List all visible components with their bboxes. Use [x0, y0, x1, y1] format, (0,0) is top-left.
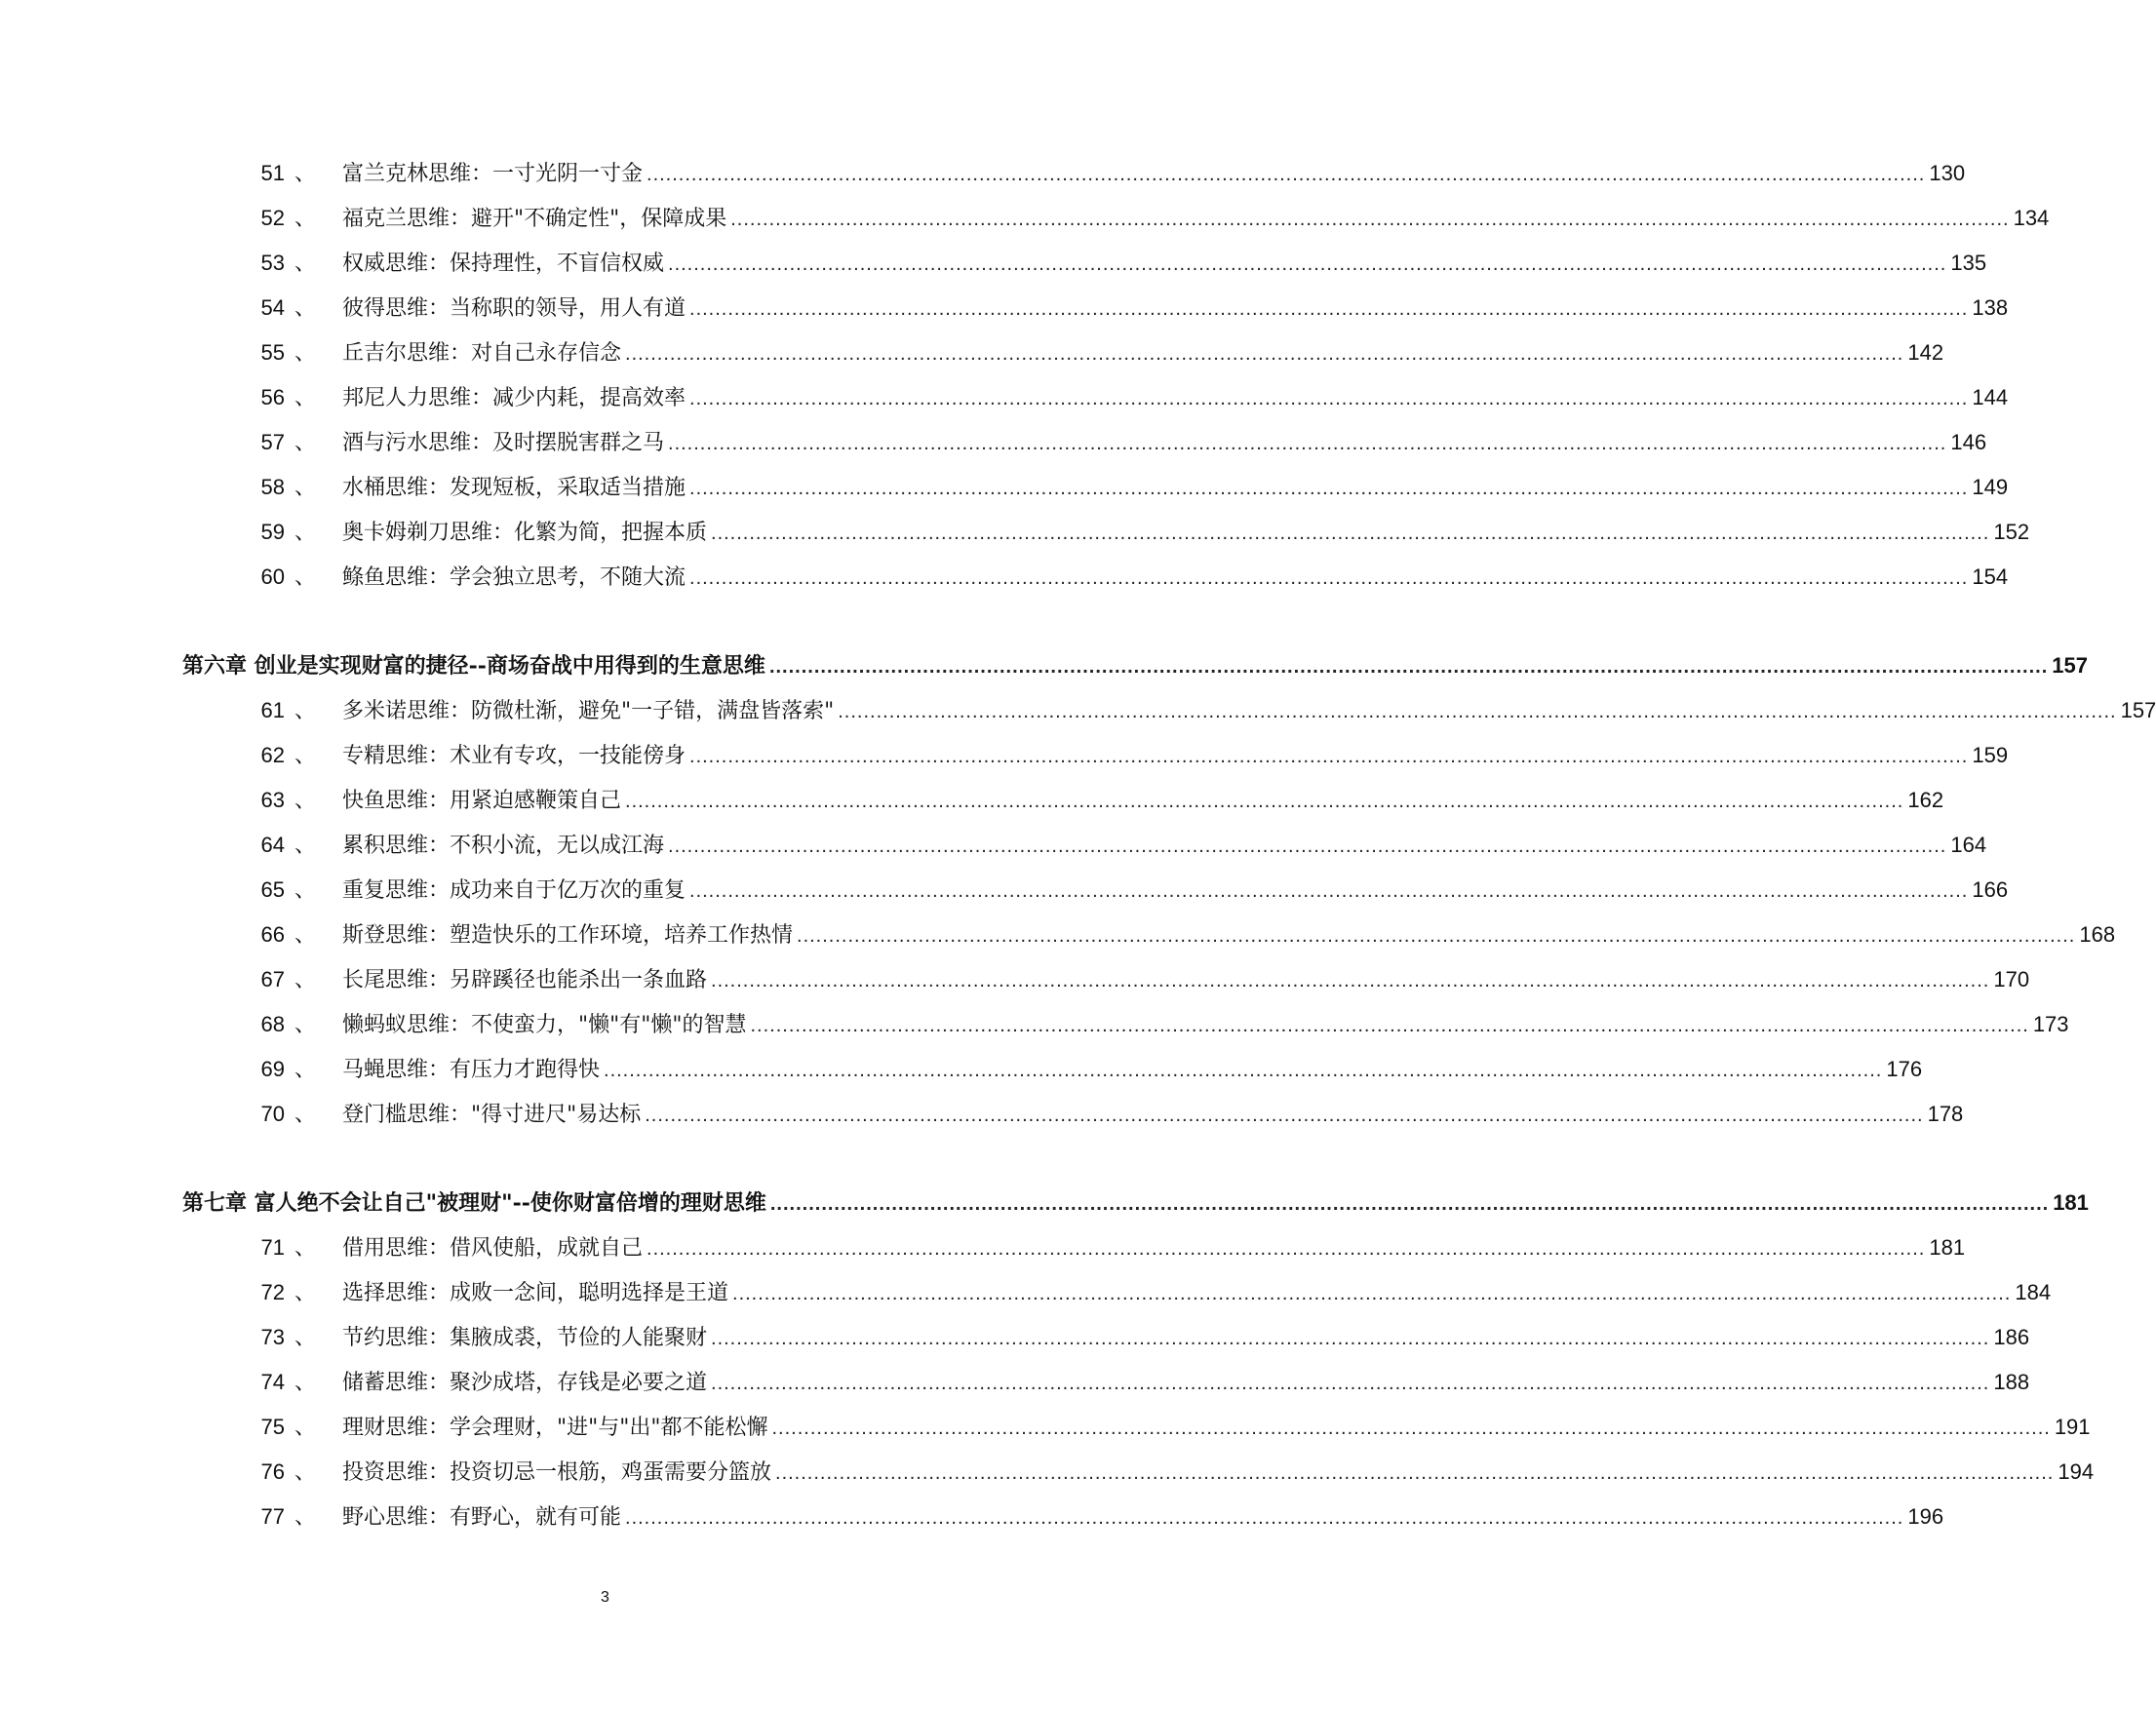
dot-leader [689, 734, 1968, 779]
entry-title: 鲦鱼思维：学会独立思考，不随大流 [342, 565, 686, 590]
entry-page: 194 [2058, 1459, 2095, 1484]
dot-leader [647, 1226, 1925, 1271]
entry-title: 水桶思维：发现短板，采取适当措施 [342, 476, 686, 500]
dot-leader [711, 1361, 1989, 1406]
entry-separator: 、 [294, 296, 317, 321]
entry-title: 多米诺思维：防微杜渐，避免"一子错，满盘皆落索" [342, 699, 835, 723]
entry-page: 130 [1929, 161, 1966, 185]
entry-separator: 、 [294, 476, 317, 500]
entry-title: 邦尼人力思维：减少内耗，提高效率 [342, 386, 686, 410]
entry-separator: 、 [294, 1236, 317, 1261]
toc-entry[interactable] [182, 1405, 2091, 1450]
dot-leader [625, 1496, 1903, 1540]
toc-entry[interactable] [182, 1495, 1944, 1539]
chapter-page: 157 [2052, 653, 2088, 678]
entry-title: 丘吉尔思维：对自己永存信念 [342, 341, 622, 366]
toc-entry[interactable] [182, 510, 2030, 555]
entry-number: 74 [260, 1370, 285, 1394]
toc-entry[interactable] [182, 1002, 2069, 1047]
entry-title: 快鱼思维：用紧迫感鞭策自己 [342, 789, 622, 813]
dot-leader [689, 556, 1968, 601]
dot-leader [604, 1048, 1882, 1093]
entry-number: 52 [260, 206, 285, 230]
dot-leader [689, 869, 1968, 913]
entry-number: 77 [260, 1504, 285, 1529]
toc-entry[interactable] [182, 688, 2156, 733]
dot-leader [770, 1182, 2049, 1226]
entry-number: 55 [260, 340, 285, 365]
toc-entry[interactable] [182, 733, 2009, 778]
entry-title: 登门槛思维："得寸进尺"易达标 [342, 1103, 642, 1127]
entry-title: 节约思维：集腋成裘，节俭的人能聚财 [342, 1326, 708, 1350]
entry-separator: 、 [294, 1460, 317, 1485]
entry-separator: 、 [294, 1371, 317, 1395]
entry-title: 马蝇思维：有压力才跑得快 [342, 1058, 601, 1082]
toc-entry[interactable] [182, 1450, 2095, 1495]
page-number-footer: 3 [601, 1589, 609, 1606]
entry-separator: 、 [294, 1013, 317, 1037]
toc-chapter-7[interactable] [182, 1181, 2089, 1225]
dot-leader [668, 242, 1946, 287]
entry-title: 储蓄思维：聚沙成塔，存钱是必要之道 [342, 1371, 708, 1395]
entry-separator: 、 [294, 252, 317, 276]
entry-number: 70 [260, 1102, 285, 1126]
toc-entry[interactable] [182, 1225, 1966, 1270]
entry-page: 159 [1972, 743, 2009, 767]
entry-number: 51 [260, 161, 285, 185]
entry-title: 彼得思维：当称职的领导，用人有道 [342, 296, 686, 321]
toc-entry[interactable] [182, 330, 1944, 375]
entry-page: 144 [1972, 385, 2009, 409]
section-gap [182, 600, 1026, 643]
toc-entry[interactable] [182, 465, 2009, 510]
entry-number: 62 [260, 743, 285, 767]
dot-leader [771, 1406, 2050, 1451]
dot-leader [711, 958, 1989, 1003]
dot-leader [668, 824, 1946, 869]
dot-leader [732, 1271, 2011, 1316]
toc-entry[interactable] [182, 196, 2050, 241]
dot-leader [730, 197, 2009, 242]
entry-title: 选择思维：成败一念间，聪明选择是王道 [342, 1281, 729, 1305]
entry-separator: 、 [294, 968, 317, 992]
entry-title: 理财思维：学会理财，"进"与"出"都不能松懈 [342, 1416, 768, 1440]
entry-number: 60 [260, 564, 285, 589]
entry-number: 72 [260, 1280, 285, 1304]
entry-separator: 、 [294, 521, 317, 545]
toc-entry[interactable] [182, 286, 2009, 330]
entry-page: 173 [2032, 1012, 2069, 1036]
entry-separator: 、 [294, 1103, 317, 1127]
entry-page: 135 [1950, 251, 1987, 275]
entry-number: 73 [260, 1325, 285, 1349]
entry-title: 野心思维：有野心，就有可能 [342, 1505, 622, 1530]
entry-separator: 、 [294, 834, 317, 858]
entry-separator: 、 [294, 1326, 317, 1350]
entry-separator: 、 [294, 386, 317, 410]
dot-leader [625, 331, 1903, 376]
dot-leader [775, 1451, 2054, 1496]
chapter-title: 第七章 富人绝不会让自己"被理财"--使你财富倍增的理财思维 [182, 1190, 766, 1216]
toc-entry[interactable] [182, 778, 1944, 823]
toc-entry[interactable] [182, 823, 1987, 868]
entry-separator: 、 [294, 744, 317, 768]
entry-title: 专精思维：术业有专攻，一技能傍身 [342, 744, 686, 768]
entry-page: 168 [2079, 922, 2116, 947]
entry-title: 借用思维：借风使船，成就自己 [342, 1236, 644, 1261]
toc-entry[interactable] [182, 375, 2009, 420]
dot-leader [645, 1093, 1923, 1138]
dot-leader [689, 376, 1968, 421]
entry-page: 142 [1907, 340, 1944, 365]
dot-leader [838, 689, 2116, 734]
entry-page: 191 [2054, 1415, 2091, 1439]
entry-number: 57 [260, 430, 285, 454]
toc-entry[interactable] [182, 420, 1987, 465]
toc-entry[interactable] [182, 1360, 2030, 1405]
entry-page: 188 [1993, 1370, 2030, 1394]
entry-number: 64 [260, 833, 285, 857]
dot-leader [689, 466, 1968, 511]
entry-separator: 、 [294, 565, 317, 590]
dot-leader [750, 1003, 2028, 1048]
entry-page: 162 [1907, 788, 1944, 812]
entry-title: 懒蚂蚁思维：不使蛮力，"懒"有"懒"的智慧 [342, 1013, 747, 1037]
dot-leader [689, 287, 1968, 331]
entry-page: 184 [2015, 1280, 2052, 1304]
entry-title: 酒与污水思维：及时摆脱害群之马 [342, 431, 665, 455]
dot-leader [797, 913, 2075, 958]
entry-separator: 、 [294, 699, 317, 723]
toc-entry[interactable] [182, 913, 2116, 957]
entry-separator: 、 [294, 1416, 317, 1440]
entry-page: 170 [1993, 967, 2030, 991]
entry-page: 178 [1927, 1102, 1964, 1126]
toc-chapter-6[interactable] [182, 643, 2088, 688]
entry-number: 63 [260, 788, 285, 812]
entry-page: 186 [1993, 1325, 2030, 1349]
toc-entry[interactable] [182, 868, 2009, 913]
entry-page: 134 [2013, 206, 2050, 230]
entry-separator: 、 [294, 1505, 317, 1530]
entry-number: 76 [260, 1459, 285, 1484]
entry-separator: 、 [294, 878, 317, 903]
entry-number: 71 [260, 1235, 285, 1260]
toc-entry[interactable] [182, 151, 1966, 196]
entry-number: 59 [260, 520, 285, 544]
chapter-page: 181 [2053, 1190, 2089, 1215]
entry-page: 157 [2120, 698, 2156, 722]
entry-page: 146 [1950, 430, 1987, 454]
entry-number: 75 [260, 1415, 285, 1439]
toc-entry[interactable] [182, 1315, 2030, 1360]
entry-number: 69 [260, 1057, 285, 1081]
dot-leader [711, 511, 1989, 556]
toc-entry[interactable] [182, 555, 2009, 600]
entry-page: 181 [1929, 1235, 1966, 1260]
entry-number: 66 [260, 922, 285, 947]
table-of-contents [182, 151, 2156, 1539]
entry-title: 重复思维：成功来自于亿万次的重复 [342, 878, 686, 903]
chapter-title: 第六章 创业是实现财富的捷径--商场奋战中用得到的生意思维 [182, 653, 765, 679]
section-gap [182, 1137, 1026, 1181]
entry-number: 58 [260, 475, 285, 499]
entry-number: 53 [260, 251, 285, 275]
entry-title: 投资思维：投资切忌一根筋，鸡蛋需要分篮放 [342, 1460, 772, 1485]
entry-separator: 、 [294, 431, 317, 455]
entry-separator: 、 [294, 923, 317, 948]
dot-leader [668, 421, 1946, 466]
entry-page: 176 [1886, 1057, 1923, 1081]
entry-separator: 、 [294, 341, 317, 366]
entry-title: 斯登思维：塑造快乐的工作环境，培养工作热情 [342, 923, 794, 948]
entry-separator: 、 [294, 207, 317, 231]
entry-title: 奥卡姆剃刀思维：化繁为简，把握本质 [342, 521, 708, 545]
toc-entry[interactable] [182, 1092, 1964, 1137]
entry-number: 56 [260, 385, 285, 409]
entry-page: 196 [1907, 1504, 1944, 1529]
toc-entry[interactable] [182, 1047, 1923, 1092]
entry-page: 149 [1972, 475, 2009, 499]
dot-leader [769, 644, 2048, 689]
entry-number: 68 [260, 1012, 285, 1036]
entry-title: 长尾思维：另辟蹊径也能杀出一条血路 [342, 968, 708, 992]
entry-title: 权威思维：保持理性，不盲信权威 [342, 252, 665, 276]
entry-page: 154 [1972, 564, 2009, 589]
entry-title: 福克兰思维：避开"不确定性"，保障成果 [342, 207, 727, 231]
entry-separator: 、 [294, 1281, 317, 1305]
entry-separator: 、 [294, 162, 317, 186]
entry-separator: 、 [294, 1058, 317, 1082]
entry-title: 累积思维：不积小流，无以成江海 [342, 834, 665, 858]
entry-number: 65 [260, 877, 285, 902]
toc-entry[interactable] [182, 957, 2030, 1002]
entry-number: 61 [260, 698, 285, 722]
entry-number: 67 [260, 967, 285, 991]
dot-leader [711, 1316, 1989, 1361]
entry-page: 166 [1972, 877, 2009, 902]
entry-page: 138 [1972, 295, 2009, 320]
entry-title: 富兰克林思维：一寸光阴一寸金 [342, 162, 644, 186]
entry-page: 152 [1993, 520, 2030, 544]
dot-leader [647, 152, 1925, 197]
entry-number: 54 [260, 295, 285, 320]
entry-page: 164 [1950, 833, 1987, 857]
entry-separator: 、 [294, 789, 317, 813]
dot-leader [625, 779, 1903, 824]
toc-entry[interactable] [182, 1270, 2052, 1315]
toc-entry[interactable] [182, 241, 1987, 286]
